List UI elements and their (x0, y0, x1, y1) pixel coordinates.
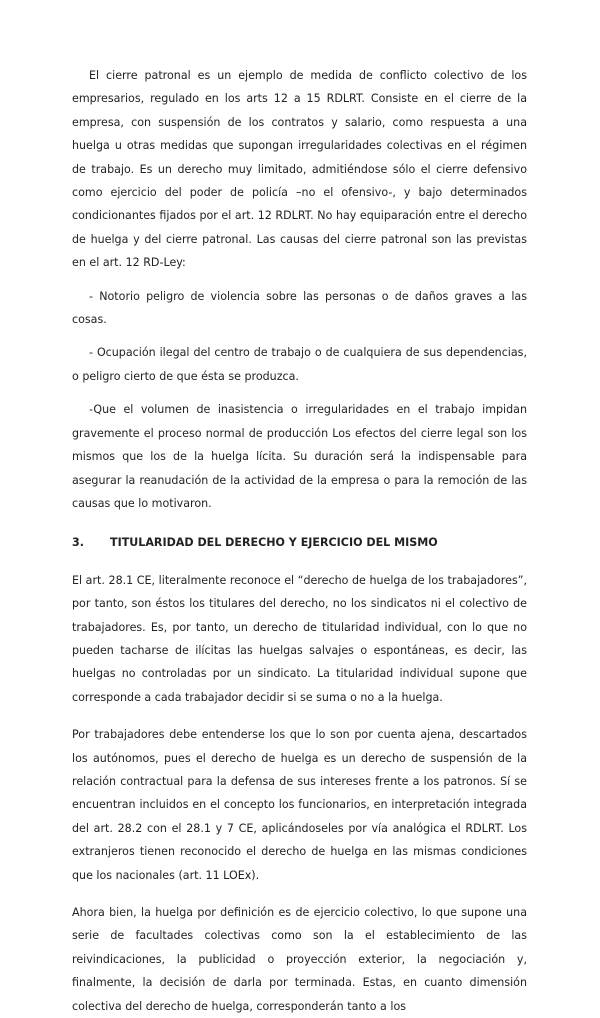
paragraph-cierre-patronal: El cierre patronal es un ejemplo de medida de conflicto colectivo de los empresarios, regulado en los arts 12 a 15 RDLRT. Consiste en el cierre de la empresa, con suspensión de los contratos y salario, como respuesta a una huelga u otras medidas que supongan irregularidades colectivas en el régimen de trabajo. Es un derecho muy limitado, admitiéndose sólo el cierre defensivo como ejercicio del poder de policía –no el ofensivo-, y bajo determinados condicionantes fijados por el art. 12 RDLRT. No hay equiparación entre el derecho de huelga y del cierre patronal. Las causas del cierre patronal son las previstas en el art. 12 RD-Ley: (72, 69, 527, 270)
section-title: TITULARIDAD DEL DERECHO Y EJERCICIO DEL MISMO (110, 536, 438, 550)
paragraph-causa-violencia: - Notorio peligro de violencia sobre las personas o de daños graves a las cosas. (72, 289, 527, 327)
section-heading (72, 531, 527, 554)
paragraph-causa-inasistencia: -Que el volumen de inasistencia o irregularidades en el trabajo impidan gravemente el proceso normal de producción Los efectos del cierre legal son los mismos que los de la huelga lícita. Su duración será la indispensable para asegurar la reanudación de la actividad de la empresa o para la remoción de las causas que lo motivaron. (72, 403, 527, 510)
paragraph-titularidad: El art. 28.1 CE, literalmente reconoce el “derecho de huelga de los trabajadores”, por tanto, son éstos los titulares del derecho, no los sindicatos ni el colectivo de trabajadores. Es, por tanto, un derecho de titularidad individual, con lo que no pueden tacharse de ilícitas las huelgas salvajes o espontáneas, es decir, las huelgas no controladas por un sindicato. La titularidad individual supone que corresponde a cada trabajador decidir si se suma o no a la huelga. (72, 573, 527, 704)
paragraph-ejercicio-colectivo: Ahora bien, la huelga por definición es de ejercicio colectivo, lo que supone una serie de facultades colectivas como son la el establecimiento de las reivindicaciones, la publicidad o proyección exterior, la negociación y, finalmente, la decisión de darla por terminada. Estas, en cuanto dimensión colectiva del derecho de huelga, corresponderán tanto a los (72, 906, 527, 1013)
paragraph-trabajadores: Por trabajadores debe entenderse los que lo son por cuenta ajena, descartados los autónomos, pues el derecho de huelga es un derecho de suspensión de la relación contractual para la defensa de sus intereses frente a los patronos. Sí se encuentran incluidos en el concepto los funcionarios, en interpretación integrada del art. 28.2 con el 28.1 y 7 CE, aplicándoseles por vía analógica el RDLRT. Los extranjeros tienen reconocido el derecho de huelga en las mismas condiciones que los nacionales (art. 11 LOEx). (72, 728, 527, 882)
section-number: 3. (72, 536, 84, 550)
paragraph-causa-ocupacion: - Ocupación ilegal del centro de trabajo o de cualquiera de sus dependencias, o peligro cierto de que ésta se produzca. (72, 346, 527, 383)
document-page (72, 64, 527, 1018)
